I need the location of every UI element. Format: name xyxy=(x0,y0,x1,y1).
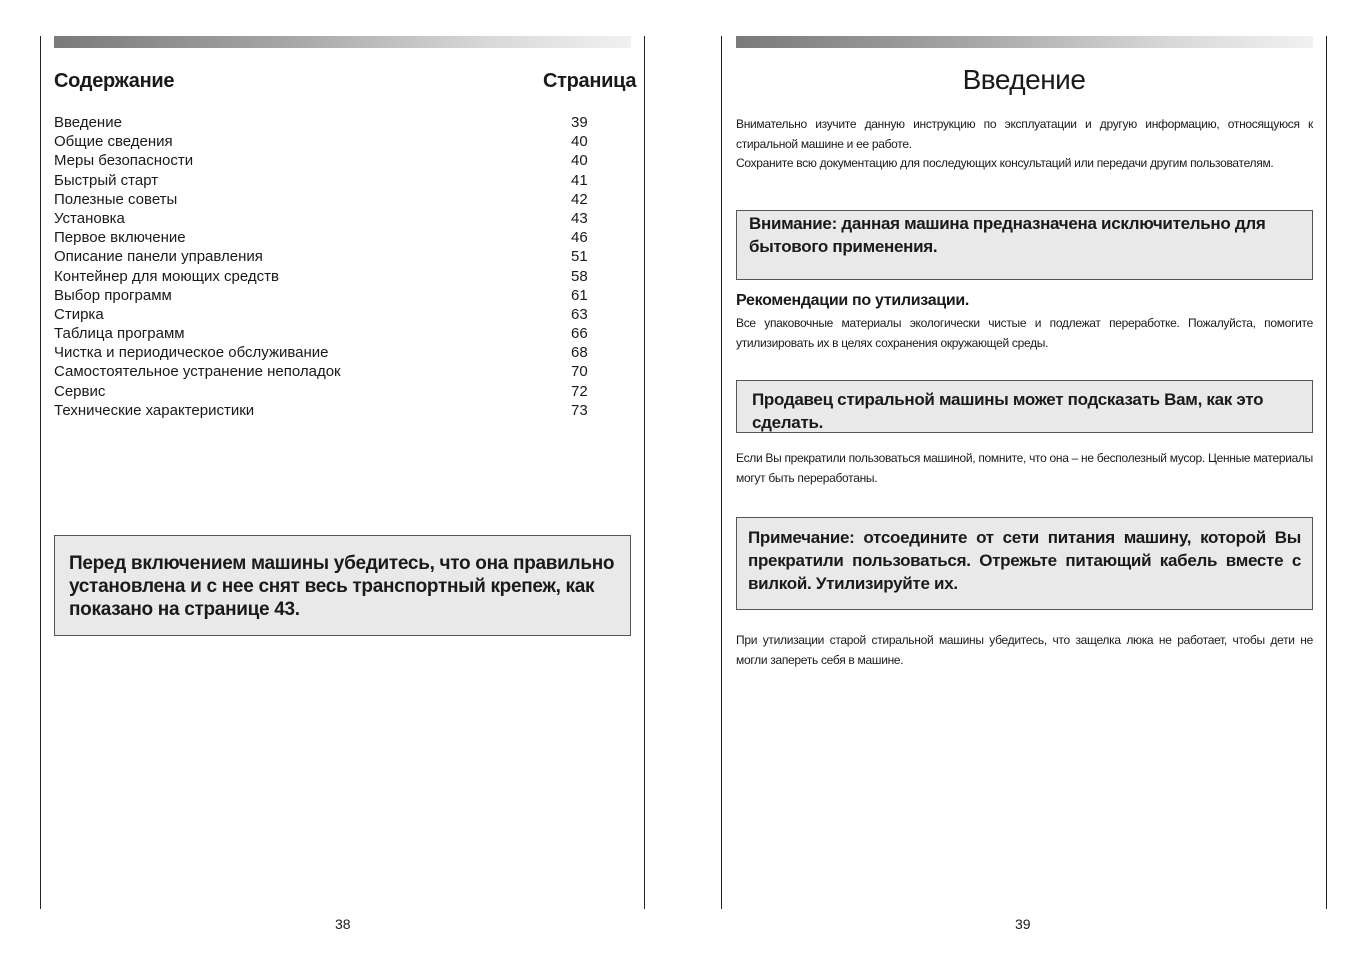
toc-entry-title: Полезные советы xyxy=(54,190,178,208)
toc-entry-page: 42 xyxy=(571,190,588,208)
toc-entry-page: 70 xyxy=(571,363,588,381)
toc-entry-title: Быстрый старт xyxy=(54,171,159,189)
disposal-paragraph: Все упаковочные материалы экологически чистые и подлежат переработке. Пожалуйста, помогите утилизировать их в целях сохранения окружающей среды. xyxy=(736,316,1313,350)
toc-entry-page: 41 xyxy=(571,171,588,189)
toc-entry xyxy=(54,324,594,343)
toc-entry-title: Самостоятельное устранение неполадок xyxy=(54,363,341,381)
installation-note-box: Перед включением машины убедитесь, что она правильно установлена и с нее снят весь транспортный крепеж, как показано на странице 43. xyxy=(54,535,631,636)
toc-entry-title: Меры безопасности xyxy=(54,152,194,170)
toc-entry-page: 63 xyxy=(571,305,588,323)
toc-entry-title: Описание панели управления xyxy=(54,248,263,266)
disconnect-note-box: Примечание: отсоедините от сети питания машину, которой Вы прекратили пользоваться. Отрежьте питающий кабель вместе с вилкой. Утилизируйте их. xyxy=(736,517,1313,610)
toc-entry-title: Общие сведения xyxy=(54,133,173,151)
toc-entry xyxy=(54,228,594,247)
toc-entry-title: Стирка xyxy=(54,305,104,323)
toc-entry-title: Выбор программ xyxy=(54,286,172,304)
child-safety-paragraph: При утилизации старой стиральной машины убедитесь, что защелка люка не работает, чтобы дети не могли запереть себя в машине. xyxy=(736,633,1313,667)
toc-entry xyxy=(54,305,594,324)
page-number-left: 38 xyxy=(335,916,351,932)
left-page-left-border xyxy=(40,36,41,909)
toc-entry xyxy=(54,247,594,266)
reuse-paragraph: Если Вы прекратили пользоваться машиной, помните, что она – не бесполезный мусор. Ценные материалы могут быть переработаны. xyxy=(736,451,1314,485)
household-use-warning-box: Внимание: данная машина предназначена исключительно для бытового применения. xyxy=(736,210,1313,280)
left-header-bar xyxy=(54,36,631,48)
toc-entry xyxy=(54,382,594,401)
toc-entry-page: 73 xyxy=(571,401,588,419)
toc-entry-page: 46 xyxy=(571,229,588,247)
toc-entry-page: 58 xyxy=(571,267,588,285)
toc-entry-title: Таблица программ xyxy=(54,325,185,343)
toc-entry xyxy=(54,190,594,209)
disposal-heading: Рекомендации по утилизации. xyxy=(736,292,970,309)
toc-entry-title: Установка xyxy=(54,209,125,227)
toc-entry xyxy=(54,209,594,228)
page-number-right: 39 xyxy=(1015,916,1031,932)
left-page-right-border xyxy=(644,36,645,909)
intro-paragraph-1: Внимательно изучите данную инструкцию по эксплуатации и другую информацию, относящуюся к стиральной машине и ее работе. xyxy=(736,117,1313,151)
toc-entry-title: Первое включение xyxy=(54,229,186,247)
toc-entry xyxy=(54,286,594,305)
toc-entry xyxy=(54,171,594,190)
toc-list xyxy=(54,113,594,420)
toc-entry-page: 61 xyxy=(571,286,588,304)
toc-entry-title: Чистка и периодическое обслуживание xyxy=(54,344,329,362)
toc-entry-title: Введение xyxy=(54,114,122,131)
toc-entry-title: Технические характеристики xyxy=(54,401,255,419)
right-header-bar xyxy=(736,36,1313,48)
toc-entry xyxy=(54,401,594,420)
intro-paragraph-2: Сохраните всю документацию для последующих консультаций или передачи другим пользователям. xyxy=(736,156,1274,170)
right-page-right-border xyxy=(1326,36,1327,909)
toc-entry-title: Сервис xyxy=(54,382,106,400)
toc-heading: Содержание xyxy=(54,70,175,92)
toc-entry xyxy=(54,132,594,151)
toc-page-column-heading: Страница xyxy=(543,70,637,92)
toc-entry-page: 72 xyxy=(571,382,588,400)
right-page-left-border xyxy=(721,36,722,909)
toc-entry xyxy=(54,343,594,362)
toc-entry xyxy=(54,362,594,381)
toc-entry-page: 43 xyxy=(571,209,588,227)
toc-entry-page: 66 xyxy=(571,325,588,343)
toc-entry xyxy=(54,267,594,286)
toc-entry xyxy=(54,151,594,170)
toc-entry-page: 40 xyxy=(571,133,588,151)
toc-entry xyxy=(54,113,594,132)
toc-entry-page: 51 xyxy=(571,248,588,266)
toc-entry-title: Контейнер для моющих средств xyxy=(54,267,279,285)
introduction-title: Введение xyxy=(962,64,1086,95)
toc-entry-page: 39 xyxy=(571,114,588,131)
dealer-note-box: Продавец стиральной машины может подсказать Вам, как это сделать. xyxy=(736,380,1313,433)
toc-entry-page: 40 xyxy=(571,152,588,170)
toc-entry-page: 68 xyxy=(571,344,588,362)
